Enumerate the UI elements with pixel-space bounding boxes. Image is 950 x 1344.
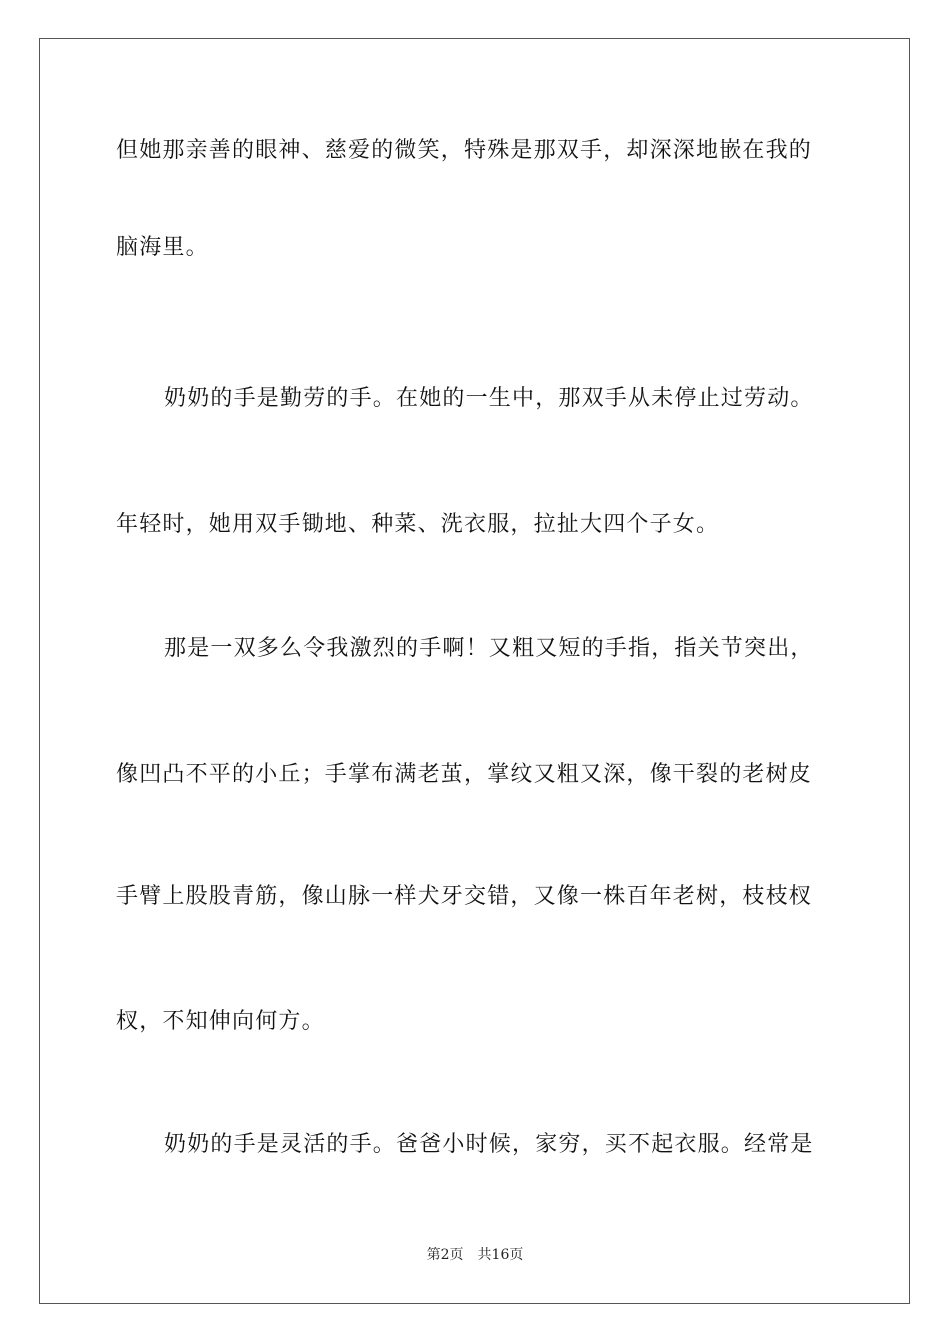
text-line-6: 像凹凸不平的小丘；手掌布满老茧，掌纹又粗又深，像干裂的老树皮 [116,762,813,787]
text-line-2: 脑海里。 [116,235,209,260]
text-line-5: 那是一双多么令我激烈的手啊！又粗又短的手指，指关节突出， [164,636,814,661]
text-line-9: 奶奶的手是灵活的手。爸爸小时候，家穷，买不起衣服。经常是 [164,1132,814,1157]
text-line-1: 但她那亲善的眼神、慈爱的微笑，特殊是那双手，却深深地嵌在我的 [116,138,813,163]
page-total: 共16页 [477,1247,524,1263]
text-line-3: 奶奶的手是勤劳的手。在她的一生中，那双手从未停止过劳动。 [164,386,814,411]
page-frame [39,38,910,1304]
text-line-7: 手臂上股股青筋，像山脉一样犬牙交错，又像一株百年老树，枝枝杈 [116,884,813,909]
page-number: 第2页 [426,1247,464,1263]
text-line-4: 年轻时，她用双手锄地、种菜、洗衣服，拉扯大四个子女。 [116,512,720,537]
page-footer [0,1246,950,1264]
text-line-8: 杈，不知伸向何方。 [116,1009,325,1034]
